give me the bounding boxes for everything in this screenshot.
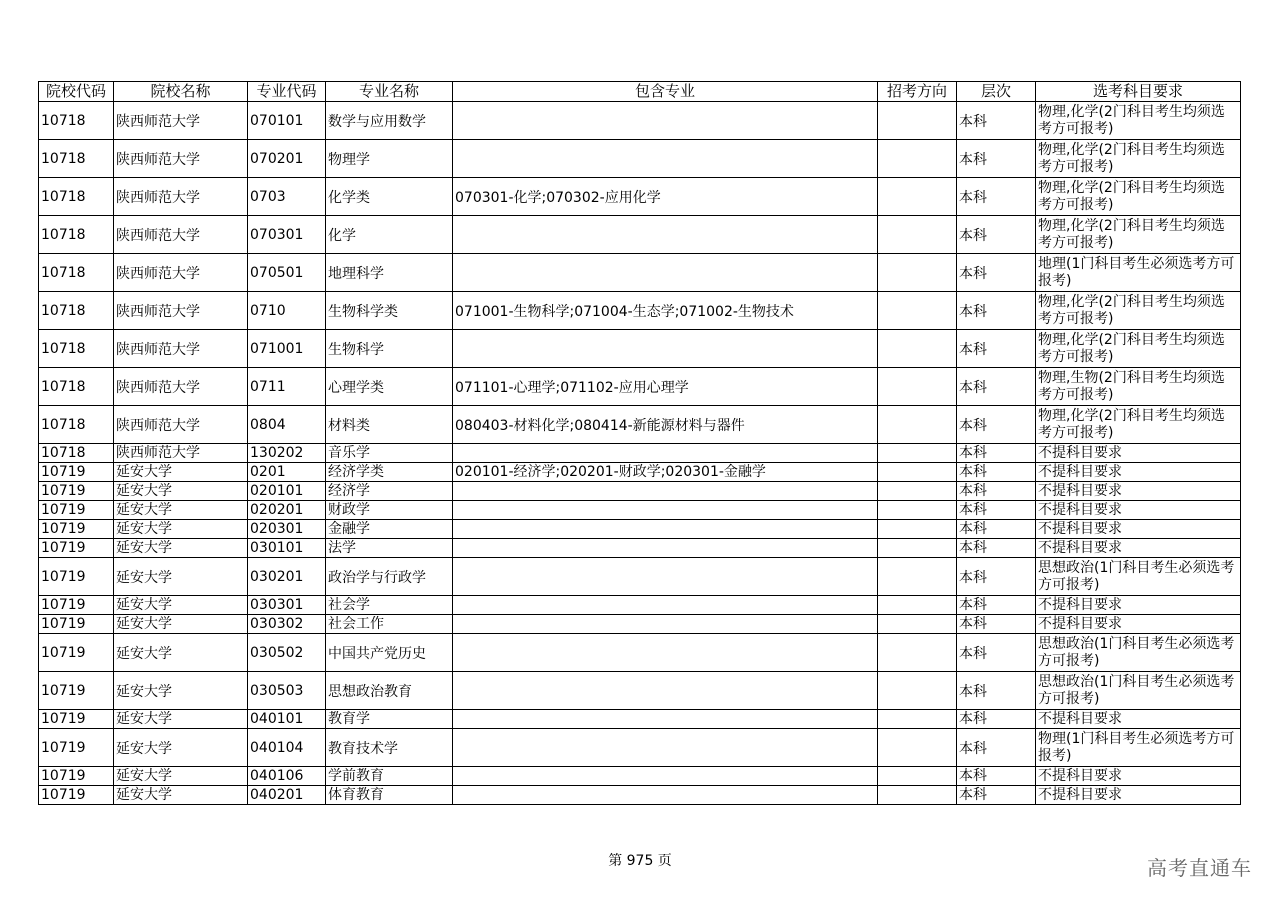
cell-direction <box>878 463 957 482</box>
cell-school-code: 10719 <box>39 520 114 539</box>
cell-school-name: 陕西师范大学 <box>114 330 248 368</box>
cell-school-name: 陕西师范大学 <box>114 444 248 463</box>
cell-major-code: 030301 <box>248 596 326 615</box>
cell-school-code: 10719 <box>39 596 114 615</box>
cell-direction <box>878 615 957 634</box>
cell-direction <box>878 634 957 672</box>
cell-school-code: 10718 <box>39 330 114 368</box>
cell-level: 本科 <box>957 140 1036 178</box>
cell-school-name: 延安大学 <box>114 615 248 634</box>
cell-included-majors: 071001-生物科学;071004-生态学;071002-生物技术 <box>453 292 878 330</box>
cell-school-code: 10719 <box>39 634 114 672</box>
cell-major-name: 教育技术学 <box>326 729 453 767</box>
cell-level: 本科 <box>957 786 1036 805</box>
table-row <box>39 539 1241 558</box>
cell-included-majors <box>453 596 878 615</box>
cell-level: 本科 <box>957 596 1036 615</box>
cell-major-code: 0710 <box>248 292 326 330</box>
cell-level: 本科 <box>957 634 1036 672</box>
header-row <box>39 82 1241 102</box>
table-row <box>39 406 1241 444</box>
cell-subject-req: 物理,化学(2门科目考生均须选考方可报考) <box>1036 140 1241 178</box>
cell-direction <box>878 767 957 786</box>
cell-major-name: 化学 <box>326 216 453 254</box>
table-row <box>39 254 1241 292</box>
cell-direction <box>878 672 957 710</box>
cell-included-majors <box>453 558 878 596</box>
cell-subject-req: 不提科目要求 <box>1036 463 1241 482</box>
cell-included-majors <box>453 216 878 254</box>
cell-major-code: 071001 <box>248 330 326 368</box>
cell-school-name: 陕西师范大学 <box>114 178 248 216</box>
cell-included-majors <box>453 254 878 292</box>
cell-major-code: 0711 <box>248 368 326 406</box>
table-row <box>39 463 1241 482</box>
cell-school-name: 延安大学 <box>114 672 248 710</box>
cell-subject-req: 不提科目要求 <box>1036 501 1241 520</box>
cell-subject-req: 物理,化学(2门科目考生均须选考方可报考) <box>1036 216 1241 254</box>
cell-subject-req: 物理,化学(2门科目考生均须选考方可报考) <box>1036 292 1241 330</box>
cell-included-majors <box>453 330 878 368</box>
cell-direction <box>878 254 957 292</box>
cell-major-name: 物理学 <box>326 140 453 178</box>
table-row <box>39 729 1241 767</box>
cell-major-name: 地理科学 <box>326 254 453 292</box>
cell-major-name: 数学与应用数学 <box>326 102 453 140</box>
cell-major-code: 040201 <box>248 786 326 805</box>
table-row <box>39 634 1241 672</box>
cell-school-name: 陕西师范大学 <box>114 216 248 254</box>
page-number: 第 975 页 <box>608 853 672 869</box>
cell-major-name: 材料类 <box>326 406 453 444</box>
cell-school-code: 10718 <box>39 254 114 292</box>
cell-major-name: 思想政治教育 <box>326 672 453 710</box>
cell-direction <box>878 330 957 368</box>
cell-school-code: 10718 <box>39 216 114 254</box>
table-row <box>39 140 1241 178</box>
cell-direction <box>878 596 957 615</box>
cell-subject-req: 不提科目要求 <box>1036 539 1241 558</box>
header-school-code: 院校代码 <box>39 82 114 102</box>
cell-level: 本科 <box>957 463 1036 482</box>
table-row <box>39 216 1241 254</box>
cell-subject-req: 物理(1门科目考生必须选考方可报考) <box>1036 729 1241 767</box>
cell-school-code: 10719 <box>39 786 114 805</box>
admission-table <box>38 81 1241 805</box>
cell-direction <box>878 729 957 767</box>
cell-major-name: 金融学 <box>326 520 453 539</box>
cell-subject-req: 不提科目要求 <box>1036 615 1241 634</box>
table-row <box>39 672 1241 710</box>
cell-included-majors: 070301-化学;070302-应用化学 <box>453 178 878 216</box>
cell-level: 本科 <box>957 672 1036 710</box>
cell-level: 本科 <box>957 520 1036 539</box>
cell-major-code: 070101 <box>248 102 326 140</box>
cell-major-name: 社会工作 <box>326 615 453 634</box>
cell-level: 本科 <box>957 406 1036 444</box>
cell-included-majors: 080403-材料化学;080414-新能源材料与器件 <box>453 406 878 444</box>
table-row <box>39 520 1241 539</box>
table-row <box>39 368 1241 406</box>
cell-subject-req: 物理,化学(2门科目考生均须选考方可报考) <box>1036 330 1241 368</box>
cell-included-majors <box>453 482 878 501</box>
cell-school-name: 陕西师范大学 <box>114 102 248 140</box>
cell-school-name: 延安大学 <box>114 501 248 520</box>
cell-subject-req: 不提科目要求 <box>1036 767 1241 786</box>
cell-major-name: 政治学与行政学 <box>326 558 453 596</box>
cell-direction <box>878 368 957 406</box>
cell-subject-req: 地理(1门科目考生必须选考方可报考) <box>1036 254 1241 292</box>
cell-level: 本科 <box>957 482 1036 501</box>
cell-major-name: 教育学 <box>326 710 453 729</box>
cell-major-code: 030302 <box>248 615 326 634</box>
table-row <box>39 615 1241 634</box>
cell-included-majors <box>453 615 878 634</box>
cell-direction <box>878 444 957 463</box>
table-row <box>39 444 1241 463</box>
cell-subject-req: 不提科目要求 <box>1036 596 1241 615</box>
table-row <box>39 596 1241 615</box>
cell-level: 本科 <box>957 558 1036 596</box>
cell-included-majors <box>453 729 878 767</box>
cell-major-name: 学前教育 <box>326 767 453 786</box>
cell-school-name: 陕西师范大学 <box>114 368 248 406</box>
cell-school-name: 延安大学 <box>114 520 248 539</box>
cell-school-name: 陕西师范大学 <box>114 140 248 178</box>
cell-major-code: 040101 <box>248 710 326 729</box>
cell-school-name: 延安大学 <box>114 596 248 615</box>
cell-major-name: 经济学 <box>326 482 453 501</box>
cell-major-code: 020201 <box>248 501 326 520</box>
table-row <box>39 330 1241 368</box>
cell-level: 本科 <box>957 178 1036 216</box>
cell-level: 本科 <box>957 444 1036 463</box>
table-row <box>39 102 1241 140</box>
cell-subject-req: 不提科目要求 <box>1036 520 1241 539</box>
cell-major-code: 070301 <box>248 216 326 254</box>
cell-school-name: 延安大学 <box>114 767 248 786</box>
cell-school-code: 10719 <box>39 710 114 729</box>
cell-major-code: 030502 <box>248 634 326 672</box>
watermark: 高考直通车 <box>1147 856 1252 880</box>
cell-school-code: 10719 <box>39 463 114 482</box>
cell-school-code: 10718 <box>39 140 114 178</box>
cell-level: 本科 <box>957 615 1036 634</box>
cell-school-code: 10718 <box>39 368 114 406</box>
cell-level: 本科 <box>957 102 1036 140</box>
cell-direction <box>878 786 957 805</box>
cell-major-name: 体育教育 <box>326 786 453 805</box>
cell-major-name: 心理学类 <box>326 368 453 406</box>
cell-major-name: 财政学 <box>326 501 453 520</box>
header-direction: 招考方向 <box>878 82 957 102</box>
cell-school-code: 10719 <box>39 729 114 767</box>
cell-major-code: 020101 <box>248 482 326 501</box>
cell-level: 本科 <box>957 539 1036 558</box>
table-row <box>39 710 1241 729</box>
cell-major-name: 化学类 <box>326 178 453 216</box>
cell-direction <box>878 558 957 596</box>
cell-school-code: 10719 <box>39 767 114 786</box>
cell-school-code: 10719 <box>39 615 114 634</box>
header-major-code: 专业代码 <box>248 82 326 102</box>
cell-direction <box>878 178 957 216</box>
cell-school-name: 延安大学 <box>114 558 248 596</box>
cell-subject-req: 不提科目要求 <box>1036 482 1241 501</box>
cell-major-code: 0703 <box>248 178 326 216</box>
cell-included-majors <box>453 444 878 463</box>
cell-subject-req: 物理,化学(2门科目考生均须选考方可报考) <box>1036 178 1241 216</box>
cell-major-code: 070201 <box>248 140 326 178</box>
cell-included-majors <box>453 767 878 786</box>
cell-direction <box>878 520 957 539</box>
table-row <box>39 482 1241 501</box>
cell-subject-req: 思想政治(1门科目考生必须选考方可报考) <box>1036 672 1241 710</box>
cell-school-code: 10718 <box>39 444 114 463</box>
cell-included-majors <box>453 539 878 558</box>
cell-major-code: 020301 <box>248 520 326 539</box>
cell-level: 本科 <box>957 729 1036 767</box>
table-row <box>39 292 1241 330</box>
header-included-majors: 包含专业 <box>453 82 878 102</box>
cell-subject-req: 物理,生物(2门科目考生均须选考方可报考) <box>1036 368 1241 406</box>
cell-included-majors: 071101-心理学;071102-应用心理学 <box>453 368 878 406</box>
cell-school-code: 10719 <box>39 539 114 558</box>
cell-major-name: 社会学 <box>326 596 453 615</box>
cell-level: 本科 <box>957 292 1036 330</box>
cell-major-name: 经济学类 <box>326 463 453 482</box>
cell-major-name: 音乐学 <box>326 444 453 463</box>
cell-major-name: 中国共产党历史 <box>326 634 453 672</box>
cell-level: 本科 <box>957 330 1036 368</box>
cell-school-name: 延安大学 <box>114 539 248 558</box>
cell-included-majors <box>453 786 878 805</box>
cell-school-code: 10719 <box>39 672 114 710</box>
cell-school-name: 延安大学 <box>114 729 248 767</box>
cell-school-code: 10718 <box>39 406 114 444</box>
cell-subject-req: 物理,化学(2门科目考生均须选考方可报考) <box>1036 102 1241 140</box>
header-school-name: 院校名称 <box>114 82 248 102</box>
cell-direction <box>878 292 957 330</box>
header-level: 层次 <box>957 82 1036 102</box>
cell-school-name: 延安大学 <box>114 482 248 501</box>
cell-school-code: 10719 <box>39 558 114 596</box>
cell-major-code: 130202 <box>248 444 326 463</box>
cell-major-code: 040104 <box>248 729 326 767</box>
cell-direction <box>878 710 957 729</box>
cell-school-code: 10719 <box>39 482 114 501</box>
cell-subject-req: 不提科目要求 <box>1036 786 1241 805</box>
table-row <box>39 786 1241 805</box>
cell-subject-req: 不提科目要求 <box>1036 710 1241 729</box>
cell-level: 本科 <box>957 216 1036 254</box>
cell-level: 本科 <box>957 710 1036 729</box>
cell-direction <box>878 140 957 178</box>
cell-included-majors <box>453 102 878 140</box>
cell-school-code: 10718 <box>39 292 114 330</box>
cell-included-majors <box>453 140 878 178</box>
cell-subject-req: 物理,化学(2门科目考生均须选考方可报考) <box>1036 406 1241 444</box>
cell-level: 本科 <box>957 767 1036 786</box>
cell-direction <box>878 482 957 501</box>
cell-major-code: 030201 <box>248 558 326 596</box>
cell-included-majors <box>453 634 878 672</box>
cell-included-majors: 020101-经济学;020201-财政学;020301-金融学 <box>453 463 878 482</box>
cell-major-name: 生物科学 <box>326 330 453 368</box>
header-subject-req: 选考科目要求 <box>1036 82 1241 102</box>
cell-included-majors <box>453 501 878 520</box>
cell-level: 本科 <box>957 368 1036 406</box>
cell-direction <box>878 406 957 444</box>
cell-included-majors <box>453 672 878 710</box>
cell-included-majors <box>453 710 878 729</box>
cell-school-name: 延安大学 <box>114 463 248 482</box>
cell-major-name: 法学 <box>326 539 453 558</box>
cell-school-name: 延安大学 <box>114 634 248 672</box>
table-row <box>39 501 1241 520</box>
cell-major-code: 030101 <box>248 539 326 558</box>
table-row <box>39 558 1241 596</box>
cell-major-code: 0804 <box>248 406 326 444</box>
cell-school-code: 10718 <box>39 178 114 216</box>
cell-school-name: 陕西师范大学 <box>114 406 248 444</box>
cell-school-name: 陕西师范大学 <box>114 292 248 330</box>
cell-major-code: 0201 <box>248 463 326 482</box>
cell-major-name: 生物科学类 <box>326 292 453 330</box>
cell-major-code: 070501 <box>248 254 326 292</box>
cell-direction <box>878 539 957 558</box>
cell-direction <box>878 102 957 140</box>
cell-included-majors <box>453 520 878 539</box>
cell-direction <box>878 501 957 520</box>
table-row <box>39 767 1241 786</box>
cell-subject-req: 不提科目要求 <box>1036 444 1241 463</box>
cell-major-code: 030503 <box>248 672 326 710</box>
cell-school-name: 延安大学 <box>114 710 248 729</box>
cell-major-code: 040106 <box>248 767 326 786</box>
cell-subject-req: 思想政治(1门科目考生必须选考方可报考) <box>1036 634 1241 672</box>
cell-level: 本科 <box>957 254 1036 292</box>
table-row <box>39 178 1241 216</box>
cell-direction <box>878 216 957 254</box>
cell-school-code: 10719 <box>39 501 114 520</box>
cell-level: 本科 <box>957 501 1036 520</box>
header-major-name: 专业名称 <box>326 82 453 102</box>
cell-subject-req: 思想政治(1门科目考生必须选考方可报考) <box>1036 558 1241 596</box>
cell-school-name: 延安大学 <box>114 786 248 805</box>
cell-school-name: 陕西师范大学 <box>114 254 248 292</box>
cell-school-code: 10718 <box>39 102 114 140</box>
